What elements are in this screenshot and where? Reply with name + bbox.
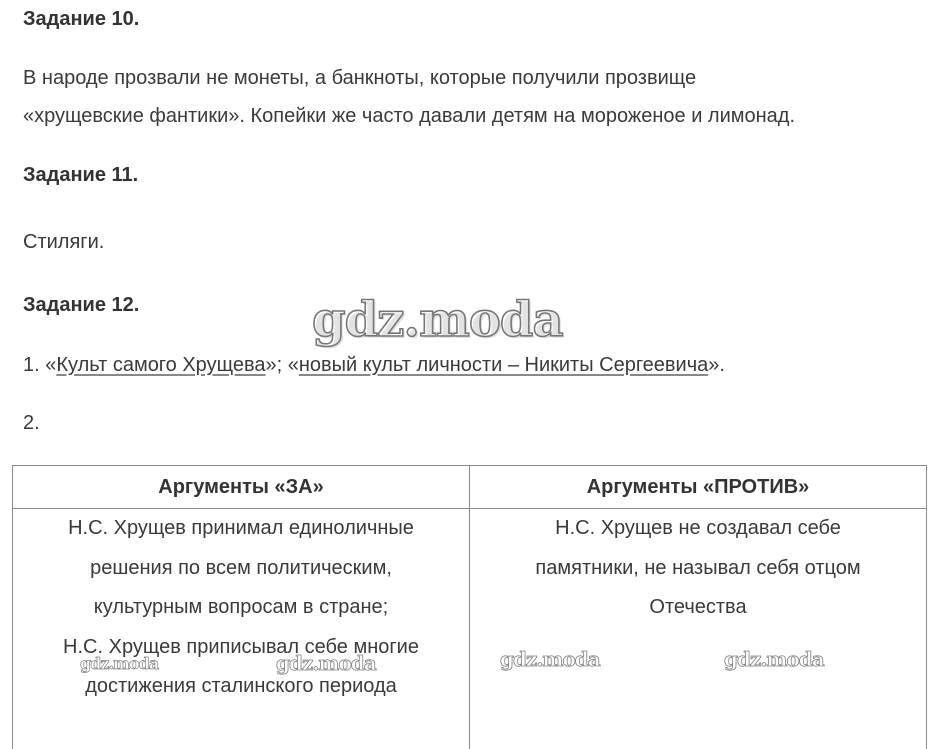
task10-line1: В народе прозвали не монеты, а банкноты, которые получили прозвище [23,59,923,97]
task10-answer [23,59,923,135]
task12-item1 [23,346,923,384]
arguments-table [12,465,927,749]
task12-item1-prefix: 1. « [23,354,56,376]
argument-for-line: достижения сталинского периода [33,667,449,707]
task11-answer: Стиляги. [23,223,923,261]
task12-item2: 2. [23,404,923,442]
column-header-against: Аргументы «ПРОТИВ» [470,466,927,509]
argument-against-line: памятники, не называл себя отцом [490,549,906,589]
task12-item1-mid: »; « [265,354,298,376]
argument-for-line: Н.С. Хрущев приписывал себе многие [33,628,449,668]
task12-heading: Задание 12. [23,294,139,317]
argument-against-line: Н.С. Хрущев не создавал себе [490,509,906,549]
argument-for-line: решения по всем политическим, [33,549,449,589]
arguments-against-cell [470,509,927,749]
quote-link-2[interactable]: новый культ личности – Никиты Сергеевича [299,354,708,376]
table-row [13,509,927,749]
task10-line2: «хрущевские фантики». Копейки же часто давали детям на мороженое и лимонад. [23,97,923,135]
table-header-row [13,466,927,509]
column-header-for: Аргументы «ЗА» [13,466,470,509]
watermark-logo: gdz.moda [312,292,563,348]
watermark-small: gdz.moda [80,654,158,673]
arguments-for-cell [13,509,470,749]
watermark-small: gdz.moda [276,651,376,675]
task11-heading: Задание 11. [23,164,138,187]
argument-against-line: Отечества [490,588,906,628]
quote-link-1[interactable]: Культ самого Хрущева [56,354,265,376]
task10-heading: Задание 10. [23,8,139,31]
argument-for-line: культурным вопросам в стране; [33,588,449,628]
watermark-small: gdz.moda [724,647,824,671]
task12-item1-suffix: ». [708,354,725,376]
watermark-small: gdz.moda [500,647,600,671]
argument-for-line: Н.С. Хрущев принимал единоличные [33,509,449,549]
